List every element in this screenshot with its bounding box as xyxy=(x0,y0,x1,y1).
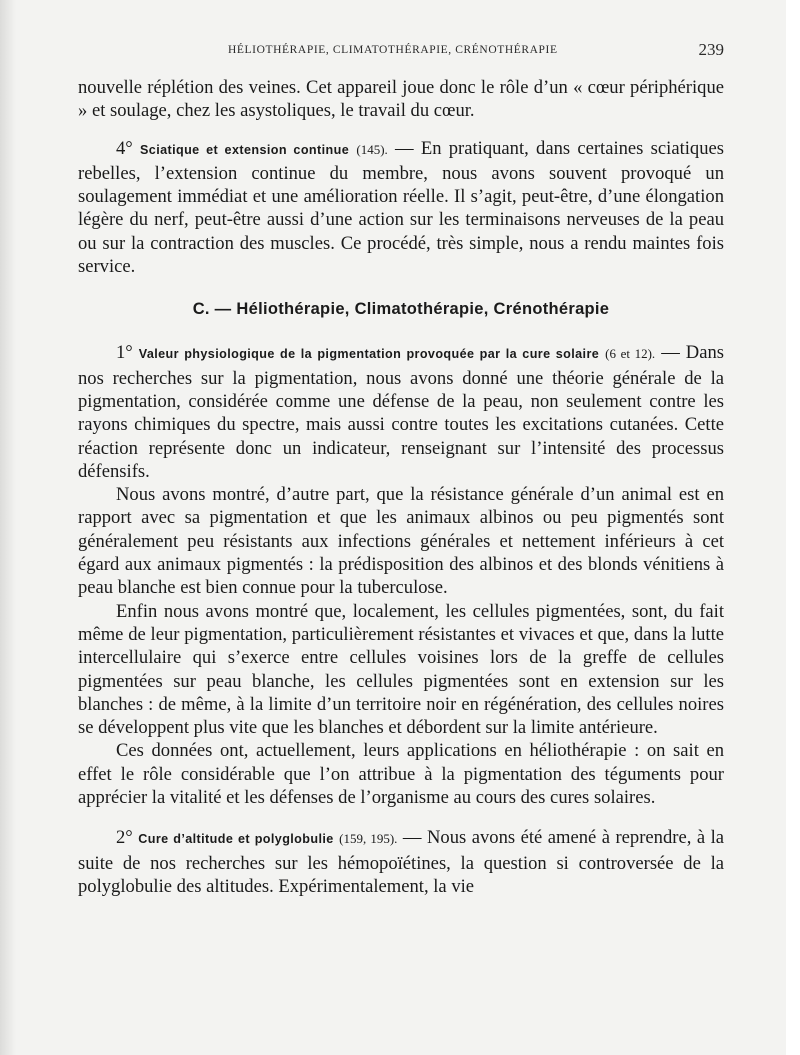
running-head-title: HÉLIOTHÉRAPIE, CLIMATOTHÉRAPIE, CRÉNOTHÉRAPIE xyxy=(228,44,558,56)
page-number: 239 xyxy=(698,40,724,59)
item-number: 2° xyxy=(116,827,133,849)
paragraph-text: — En pratiquant, dans certaines sciatiques rebelles, l’extension continue du membre, nous avons souvent provoqué un soulagement immédiat et une amélioration réelle. Il s’agit, peut-être, d’une élongation légère du nerf, peut-être aussi d’une action sur les terminaisons nerveuses de la peau ou sur la contraction des muscles. Ce procédé, très simple, nous a rendu maintes fois service. xyxy=(78,137,724,278)
paragraph-heliotherapie: Ces données ont, actuellement, leurs applications en héliothérapie : on sait en effet le rôle considérable que l’on attribue à la pigmentation des téguments pour apprécier la vitalité et les défenses de l’organisme au cours des cures solaires. xyxy=(78,740,724,809)
page-content xyxy=(78,40,724,898)
paragraph-sciatique xyxy=(78,137,724,279)
paragraph-cellules: Enfin nous avons montré que, localement, les cellules pigmentées, sont, du fait même de leur pigmentation, particulièrement résistantes et vivaces et que, dans la lutte intercellulaire qui s’exerce entre cellules voisines lors de la greffe de cellules pigmentées sur peau blanche, les cellules pigmentées sont en extension sur les blanches : de même, à la limite d’un territoire noir en régénération, des cellules noires se développent plus vite que les blanches et débordent sur la limite antérieure. xyxy=(78,600,724,739)
subsection-heading-pigmentation: Valeur physiologique de la pigmentation provoquée par la cure solaire xyxy=(138,347,600,362)
subsection-heading-sciatique: Sciatique et extension continue xyxy=(139,142,350,157)
reference-number: (6 et 12). xyxy=(605,346,656,362)
paragraph-resistance: Nous avons montré, d’autre part, que la résistance générale d’un animal est en rapport avec sa pigmentation et que les animaux albinos ou peu pigmentés sont généralement peu résistants aux infections générales et nettement inférieurs à cet égard aux animaux pigmentés : la prédisposition des albinos et des blonds vénitiens à peau blanche est bien connue pour la tuberculose. xyxy=(78,484,724,599)
item-number: 4° xyxy=(116,137,133,159)
paragraph-continuation: nouvelle réplétion des veines. Cet appareil joue donc le rôle d’un « cœur périphérique » et soulage, chez les asystoliques, le travail du cœur. xyxy=(78,77,724,122)
paragraph-text: — Nous avons été amené à reprendre, à la suite de nos recherches sur les hémopoïétines, la question si controversée de la polyglobulie des altitudes. Expérimentalement, la vie xyxy=(78,827,725,897)
paragraph-altitude xyxy=(78,826,724,898)
running-head xyxy=(78,40,724,66)
section-heading: C. — Héliothérapie, Climatothérapie, Crénothérapie xyxy=(192,300,610,319)
paragraph-text: — Dans nos recherches sur la pigmentation, nous avons donné une théorie générale de la pigmentation, considérée comme une défense de la peau, non seulement contre les rayons chimiques du spectre, mais aussi contre toutes les excitations cutanées. Cette réaction représente donc un indicateur, renseignant sur l’intensité des processus défensifs. xyxy=(78,342,725,482)
reference-number: (145). xyxy=(356,141,388,157)
page-spine-shadow xyxy=(0,0,16,1055)
reference-number: (159, 195). xyxy=(339,831,398,847)
paragraph-pigmentation xyxy=(78,341,724,483)
item-number: 1° xyxy=(116,342,133,364)
subsection-heading-altitude: Cure d’altitude et polyglobulie xyxy=(138,832,334,847)
